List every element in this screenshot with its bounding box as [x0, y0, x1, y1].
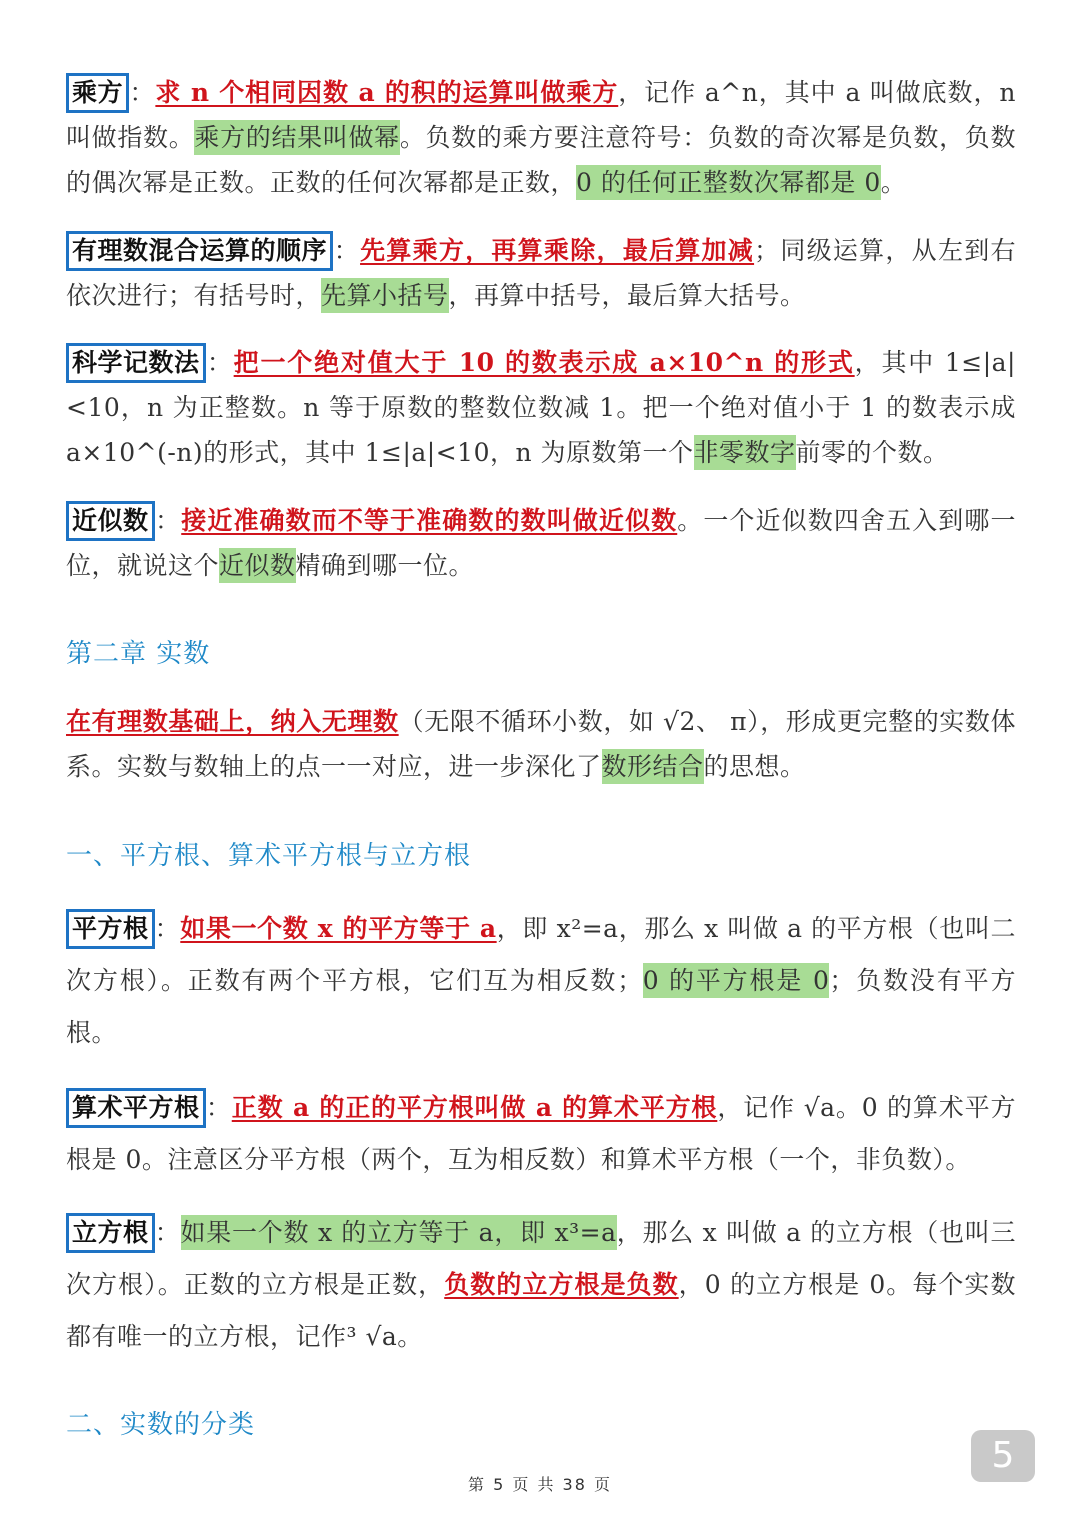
- text-segment: 精确到哪一位。: [295, 551, 475, 580]
- text-segment: 的思想。: [703, 752, 806, 781]
- paragraph-mixed-operations: [66, 228, 1016, 318]
- highlight-power-result: 乘方的结果叫做幂: [194, 120, 399, 155]
- definition-square-root: 如果一个数 x 的平方等于 a: [180, 914, 497, 943]
- text-segment: ，那么 x 叫做 a 的立方根（也叫三次方根）。正数的立方根是正数，: [66, 1218, 1016, 1299]
- highlight-zero-square-root: 0 的平方根是 0: [643, 963, 830, 998]
- highlight-number-shape: 数形结合: [602, 749, 704, 784]
- term-approximate-number: 近似数: [66, 501, 155, 541]
- text-segment: 。负数的乘方要注意符号：负数的奇次幂是负数，负数的偶次幂是正数。正数的任何次幂都是正数，: [66, 123, 1016, 197]
- text-segment: 前零的个数。: [795, 438, 949, 467]
- section-heading-roots: 一、平方根、算术平方根与立方根: [66, 841, 472, 871]
- term-square-root: 平方根: [66, 909, 155, 949]
- highlight-cube-root-definition: 如果一个数 x 的立方等于 a，即 x³=a: [181, 1215, 617, 1250]
- colon: ：: [154, 1218, 181, 1247]
- term-arithmetic-square-root: 算术平方根: [66, 1088, 206, 1128]
- term-mixed-operations: 有理数混合运算的顺序: [66, 231, 333, 271]
- definition-negative-cube-root: 负数的立方根是负数: [444, 1270, 679, 1299]
- text-segment: ，再算中括号，最后算大括号。: [448, 281, 806, 310]
- text-segment: ，即 x²=a，那么 x 叫做 a 的平方根（也叫二次方根）。正数有两个平方根，它们互为相反数；: [66, 914, 1016, 995]
- paragraph-real-numbers-intro: [66, 699, 1016, 789]
- paragraph-arithmetic-square-root: [66, 1082, 1016, 1186]
- definition-real-numbers: 在有理数基础上，纳入无理数: [66, 707, 399, 736]
- paragraph-scientific-notation: [66, 340, 1016, 475]
- text-segment: ，记作 a^n，其中 a 叫做底数，n 叫做指数。: [66, 78, 1016, 152]
- section-heading-classification: 二、实数的分类: [66, 1410, 256, 1440]
- highlight-approximate-number: 近似数: [219, 548, 296, 583]
- highlight-nonzero-digit: 非零数字: [694, 435, 796, 470]
- paragraph-approximate-number: [66, 498, 1016, 588]
- colon: ：: [154, 506, 182, 535]
- page-footer: 第 5 页 共 38 页: [468, 1475, 612, 1494]
- highlight-zero-power: 0 的任何正整数次幂都是 0: [576, 165, 881, 200]
- highlight-small-brackets: 先算小括号: [321, 278, 449, 313]
- paragraph-square-root: [66, 903, 1016, 1059]
- paragraph-cube-root: [66, 1207, 1016, 1363]
- colon: ：: [205, 348, 234, 377]
- colon: ：: [154, 914, 181, 943]
- text-segment: 。: [880, 168, 907, 197]
- text-segment: ，记作 √a。0 的算术平方根是 0。注意区分平方根（两个，互为相反数）和算术平方根（一个，非负数）。: [66, 1093, 1016, 1174]
- text-segment: ；负数没有平方根。: [66, 966, 1016, 1047]
- text-segment: ；同级运算，从左到右依次进行；有括号时，: [66, 236, 1016, 310]
- text-segment: （无限不循环小数，如 √2、 π），形成更完整的实数体系。实数与数轴上的点一一对应，进一步深化了: [66, 707, 1016, 781]
- term-cube-root: 立方根: [66, 1213, 155, 1253]
- chapter-heading: 第二章 实数: [66, 639, 211, 669]
- text-segment: ，其中 1≤|a|<10，n 为正整数。n 等于原数的整数位数减 1。把一个绝对值小于 1 的数表示成 a×10^(-n)的形式，其中 1≤|a|<10，n 为原数第一个: [66, 348, 1016, 467]
- page-number-badge: 5: [971, 1430, 1035, 1482]
- colon: ：: [129, 78, 156, 107]
- term-power: 乘方: [66, 73, 129, 113]
- definition-arithmetic-square-root: 正数 a 的正的平方根叫做 a 的算术平方根: [231, 1093, 718, 1122]
- text-segment: 。一个近似数四舍五入到哪一位，就说这个: [66, 506, 1016, 580]
- colon: ：: [333, 236, 361, 265]
- text-segment: ，0 的立方根是 0。每个实数都有唯一的立方根，记作³ √a。: [66, 1270, 1016, 1351]
- definition-power: 求 n 个相同因数 a 的积的运算叫做乘方: [155, 78, 619, 107]
- definition-scientific-notation: 把一个绝对值大于 10 的数表示成 a×10^n 的形式: [233, 348, 855, 377]
- colon: ：: [205, 1093, 232, 1122]
- paragraph-power: [66, 70, 1016, 205]
- term-scientific-notation: 科学记数法: [66, 343, 206, 383]
- definition-mixed-operations: 先算乘方，再算乘除，最后算加减: [360, 236, 755, 265]
- definition-approximate-number: 接近准确数而不等于准确数的数叫做近似数: [181, 506, 678, 535]
